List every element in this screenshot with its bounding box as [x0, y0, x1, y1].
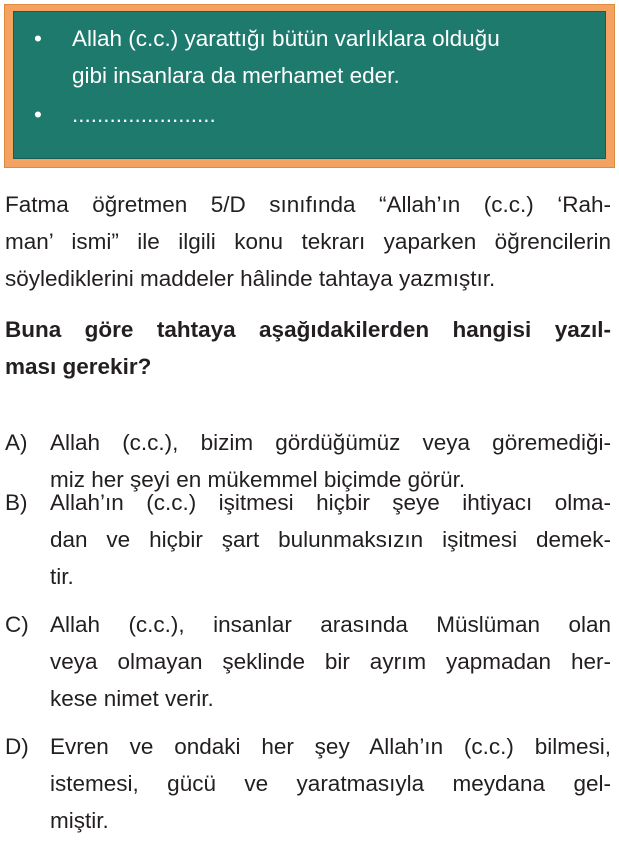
- option-b[interactable]: [5, 484, 611, 595]
- option-b-line-2: dan ve hiçbir şart bulunmaksızın işitmesi demek-: [50, 527, 611, 552]
- prompt-line-2: ması gerekir?: [5, 354, 152, 379]
- board-item-1: [14, 20, 605, 94]
- board-item-2-blank: .......................: [72, 102, 216, 127]
- option-d-text: [50, 728, 611, 839]
- option-d-line-1: Evren ve ondaki her şey Allah’ın (c.c.) bilmesi,: [50, 734, 611, 759]
- option-d[interactable]: [5, 728, 611, 839]
- board-item-1-line-2: gibi insanlara da merhamet eder.: [72, 63, 400, 88]
- chalkboard: [13, 11, 606, 159]
- option-b-letter: B): [5, 490, 28, 515]
- option-b-text: [50, 484, 611, 595]
- option-a-line-1: Allah (c.c.), bizim gördüğümüz veya göremediği-: [50, 430, 611, 455]
- stem-line-3: söylediklerini maddeler hâlinde tahtaya yazmıştır.: [5, 266, 496, 291]
- option-c[interactable]: [5, 606, 611, 717]
- bullet-2: •: [34, 102, 42, 127]
- option-c-text: [50, 606, 611, 717]
- option-c-line-2: veya olmayan şeklinde bir ayrım yapmadan her-: [50, 649, 611, 674]
- option-c-line-1: Allah (c.c.), insanlar arasında Müslüman olan: [50, 612, 611, 637]
- option-d-line-3: miştir.: [50, 808, 109, 833]
- bullet-1: •: [34, 26, 42, 51]
- option-a-line-2: miz her şeyi en mükemmel biçimde görür.: [50, 467, 466, 492]
- option-c-line-3: kese nimet verir.: [50, 686, 214, 711]
- board-item-2: [14, 96, 605, 133]
- option-c-letter: C): [5, 612, 29, 637]
- option-b-line-1: Allah’ın (c.c.) işitmesi hiçbir şeye ihtiyacı olma-: [50, 490, 611, 515]
- option-b-line-3: tir.: [50, 564, 74, 589]
- option-d-line-2: istemesi, gücü ve yaratmasıyla meydana gel-: [50, 771, 611, 796]
- question-stem: [5, 186, 611, 297]
- stem-line-2: man’ ismi” ile ilgili konu tekrarı yaparken öğrencilerin: [5, 229, 611, 254]
- prompt-line-1: Buna göre tahtaya aşağıdakilerden hangisi yazıl-: [5, 317, 611, 342]
- option-a-letter: A): [5, 430, 28, 455]
- chalkboard-frame: [4, 4, 615, 168]
- board-item-1-text: [72, 20, 593, 94]
- question-prompt: [5, 311, 611, 385]
- option-d-letter: D): [5, 734, 29, 759]
- board-item-1-line-1: Allah (c.c.) yarattığı bütün varlıklara olduğu: [72, 26, 500, 51]
- stem-line-1: Fatma öğretmen 5/D sınıfında “Allah’ın (c.c.) ‘Rah-: [5, 192, 611, 217]
